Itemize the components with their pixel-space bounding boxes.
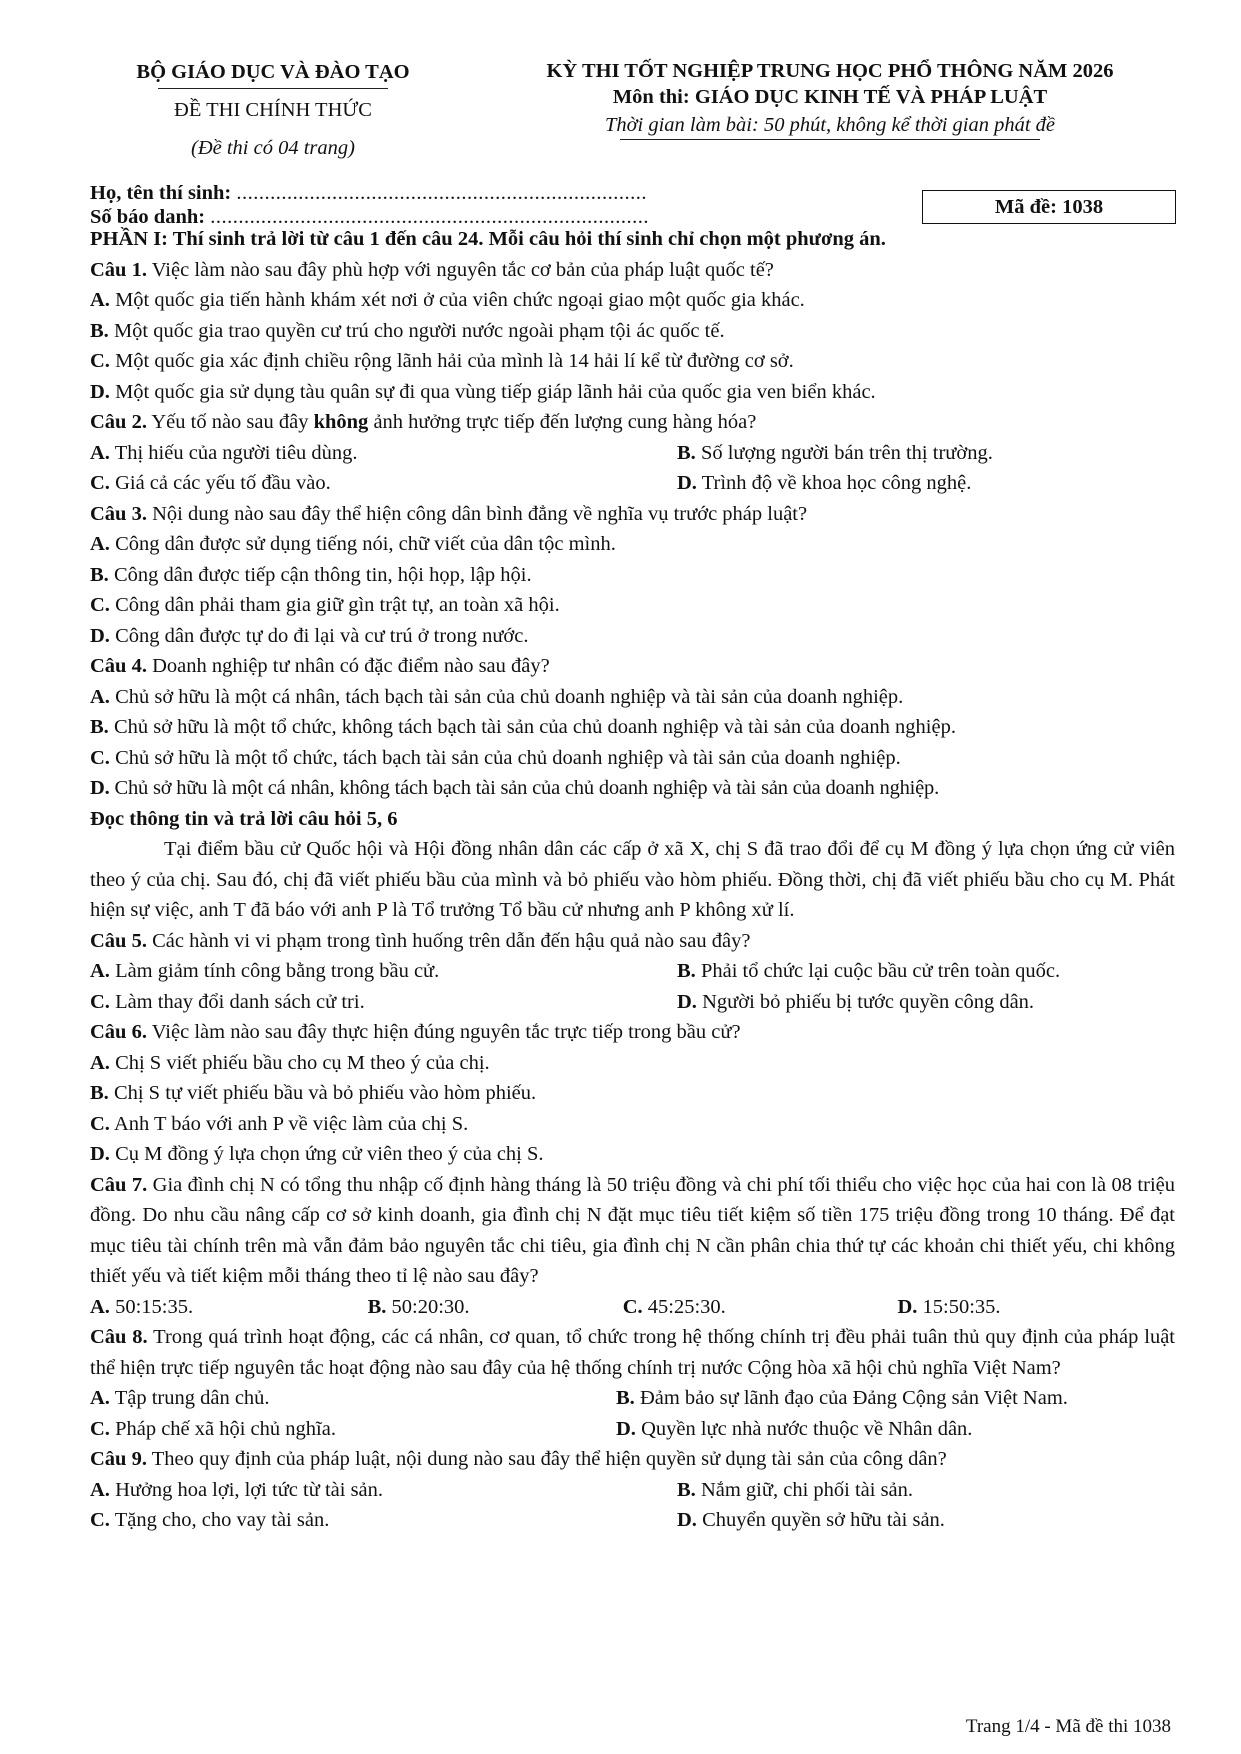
option-text: Nắm giữ, chi phối tài sản. [700,1478,914,1501]
q5-options-row-2 [90,987,1175,1018]
q9-options-row-2 [90,1505,1175,1536]
option-label: A. [90,960,110,982]
q8-option-c [90,1414,616,1445]
option-label: C. [90,1417,110,1440]
official-label: ĐỀ THI CHÍNH THỨC [174,99,372,121]
option-text: Một quốc gia trao quyền cư trú cho người nước ngoài phạm tội ác quốc tế. [113,319,725,342]
option-text: Người bỏ phiếu bị tước quyền công dân. [702,990,1035,1013]
option-text: Công dân được sử dụng tiếng nói, chữ viết của dân tộc mình. [115,533,616,555]
q9-option-a [90,1475,677,1506]
option-label: D. [90,624,110,647]
q2-option-d [677,468,971,499]
question-label: Câu 4. [90,655,147,677]
option-text: Công dân được tự do đi lại và cư trú ở trong nước. [115,624,529,647]
question-text: Nội dung nào sau đây thể hiện công dân bình đẳng về nghĩa vụ trước pháp luật? [152,502,808,525]
info-passage: Tại điểm bầu cử Quốc hội và Hội đồng nhân dân các cấp ở xã X, chị S đã trao đổi để cụ M đồng ý lựa chọn ứng cử viên theo ý của chị. Sau đó, chị đã viết phiếu bầu của mình và bỏ phiếu vào hòm phiếu. Đồng thời, chị đã viết phiếu bầu cho cụ M. Phát hiện sự việc, anh T đã báo với anh P là Tổ trưởng Tổ bầu cử nhưng anh P không xử lí. [90,838,1175,921]
q9-option-c [90,1505,677,1536]
q1-option-b [90,316,1175,347]
option-label: D. [677,1509,697,1531]
question-text-emphasis: không [313,411,369,433]
option-label: C. [90,350,110,372]
question-text: Theo quy định của pháp luật, nội dung nào sau đây thể hiện quyền sử dụng tài sản của công dân? [151,1448,947,1470]
q1-option-c [90,346,1175,377]
option-text: Tặng cho, cho vay tài sản. [114,1509,330,1531]
q1-option-a [90,285,1175,316]
question-text: Doanh nghiệp tư nhân có đặc điểm nào sau đây? [152,655,550,677]
option-label: B. [677,441,696,464]
q1-option-d [90,377,1175,408]
option-label: A. [90,1295,110,1318]
option-label: B. [90,563,109,586]
q3-option-a [90,529,1175,560]
q3-option-c [90,590,1175,621]
option-label: B. [677,1478,696,1501]
question-text: Việc làm nào sau đây thực hiện đúng nguyên tắc trực tiếp trong bầu cử? [151,1021,741,1043]
question-8 [90,1322,1175,1383]
q2-option-a [90,438,677,469]
option-text: Chủ sở hữu là một tổ chức, không tách bạch tài sản của chủ doanh nghiệp và tài sản của doanh nghiệp. [113,716,956,738]
option-text: Số lượng người bán trên thị trường. [700,441,993,464]
q3-option-d [90,621,1175,652]
question-text: Việc làm nào sau đây phù hợp với nguyên tắc cơ bản của pháp luật quốc tế? [151,258,774,281]
question-label: Câu 9. [90,1448,147,1470]
q6-option-b [90,1078,1175,1109]
option-label: A. [90,685,110,708]
option-label: D. [677,472,697,494]
option-text: Cụ M đồng ý lựa chọn ứng cử viên theo ý của chị S. [115,1143,544,1165]
q6-option-a [90,1048,1175,1079]
q4-option-b [90,712,1175,743]
option-text: Đảm bảo sự lãnh đạo của Đảng Cộng sản Việt Nam. [639,1387,1068,1409]
option-label: C. [90,990,110,1013]
option-text: Chị S viết phiếu bầu cho cụ M theo ý của chị. [115,1051,490,1074]
question-1 [90,255,1175,286]
question-label: Câu 2. [90,411,147,433]
question-label: Câu 1. [90,258,147,281]
option-text: Phải tổ chức lại cuộc bầu cử trên toàn quốc. [700,960,1061,982]
q7-options-row [90,1292,1175,1323]
q8-options-row-1 [90,1383,1175,1414]
q8-option-a [90,1383,616,1414]
option-label: C. [90,472,110,494]
option-label: C. [90,594,110,616]
question-6 [90,1017,1175,1048]
option-text: Công dân được tiếp cận thông tin, hội họp, lập hội. [113,563,532,586]
candidate-name-dots: ......................................................................... [236,182,647,204]
option-label: A. [90,289,110,311]
option-text: Công dân phải tham gia giữ gìn trật tự, an toàn xã hội. [115,594,560,616]
page-footer: Trang 1/4 - Mã đề thi 1038 [965,1716,1171,1737]
option-text: Thị hiếu của người tiêu dùng. [114,441,358,464]
question-4 [90,651,1175,682]
option-text: Một quốc gia xác định chiều rộng lãnh hải của mình là 14 hải lí kể từ đường cơ sở. [115,350,794,372]
q5-option-a [90,956,677,987]
exam-content [90,224,1175,1536]
q2-options-row-1 [90,438,1175,469]
option-label: C. [622,1295,643,1318]
question-text: Gia đình chị N có tổng thu nhập cố định hàng tháng là 50 triệu đồng và chi phí tối thiểu cho việc học của hai con là 08 triệu đồng. Do nhu cầu nâng cấp cơ sở kinh doanh, gia đình chị N đặt mục tiêu tiết kiệm số tiền 175 triệu đồng trong 10 tháng. Để đạt mục tiêu tài chính trên mà vẫn đảm bảo nguyên tắc chi tiêu, gia đình chị N cần phân chia thứ tự các khoản chi thiết yếu, chi không thiết yếu và tiết kiệm mỗi tháng theo tỉ lệ nào sau đây? [90,1173,1175,1287]
option-label: B. [90,716,109,738]
ministry-name: BỘ GIÁO DỤC VÀ ĐÀO TẠO [136,61,410,83]
question-9 [90,1444,1175,1475]
option-label: A. [90,1478,110,1501]
option-label: A. [90,1051,110,1074]
candidate-name-label: Họ, tên thí sinh: [90,182,232,204]
option-label: D. [90,777,110,799]
part1-heading: PHẦN I: Thí sinh trả lời từ câu 1 đến câu 24. Mỗi câu hỏi thí sinh chỉ chọn một phương án. [90,228,886,250]
option-text: Chuyển quyền sở hữu tài sản. [702,1509,945,1531]
question-text-pre: Yếu tố nào sau đây [151,411,309,433]
option-label: B. [90,319,109,342]
option-label: B. [367,1295,387,1318]
question-text-post: ảnh hưởng trực tiếp đến lượng cung hàng hóa? [373,411,757,433]
exam-duration: Thời gian làm bài: 50 phút, không kể thời gian phát đề [604,114,1056,136]
ministry-underline [158,88,388,89]
option-text: 50:15:35. [115,1295,194,1318]
option-text: 15:50:35. [922,1295,1001,1318]
option-text: Một quốc gia sử dụng tàu quân sự đi qua vùng tiếp giáp lãnh hải của quốc gia ven biển khác. [115,380,876,403]
candidate-id-dots: .............................................................................. [210,206,649,228]
q4-option-c [90,743,1175,774]
question-text: Trong quá trình hoạt động, các cá nhân, cơ quan, tổ chức trong hệ thống chính trị đều phải tuân thủ quy định của pháp luật thể hiện trực tiếp nguyên tắc hoạt động nào sau đây của hệ thống chính trị nước Cộng hòa xã hội chủ nghĩa Việt Nam? [90,1326,1175,1379]
option-label: B. [677,960,696,982]
option-text: Làm thay đổi danh sách cử tri. [115,990,365,1013]
q9-options-row-1 [90,1475,1175,1506]
option-text: Anh T báo với anh P về việc làm của chị S. [113,1112,469,1135]
exam-subject: Môn thi: GIÁO DỤC KINH TẾ VÀ PHÁP LUẬT [612,86,1048,108]
exam-title: KỲ THI TỐT NGHIỆP TRUNG HỌC PHỔ THÔNG NĂM 2026 [546,60,1114,82]
option-label: D. [677,990,697,1013]
option-label: B. [90,1082,109,1104]
option-label: C. [90,746,110,769]
q6-option-d [90,1139,1175,1170]
q4-option-d [90,773,1175,804]
header-left [112,58,434,163]
question-label: Câu 7. [90,1173,148,1196]
option-text: Pháp chế xã hội chủ nghĩa. [115,1417,336,1440]
option-text: Quyền lực nhà nước thuộc về Nhân dân. [641,1417,973,1440]
q9-option-b [677,1475,913,1506]
option-text: Chủ sở hữu là một cá nhân, tách bạch tài sản của chủ doanh nghiệp và tài sản của doanh nghiệp. [115,685,904,708]
option-label: C. [90,1112,110,1135]
q5-option-b [677,956,1060,987]
question-3 [90,499,1175,530]
q7-option-d [897,1292,1175,1323]
option-label: D. [90,380,110,403]
q8-option-b [616,1383,1068,1414]
q8-options-row-2 [90,1414,1175,1445]
q5-option-c [90,987,677,1018]
option-text: 45:25:30. [647,1295,726,1318]
option-text: Chị S tự viết phiếu bầu và bỏ phiếu vào hòm phiếu. [113,1082,537,1104]
question-7 [90,1170,1175,1292]
question-5 [90,926,1175,957]
question-label: Câu 3. [90,502,147,525]
q4-option-a [90,682,1175,713]
q6-option-c [90,1109,1175,1140]
option-text: Một quốc gia tiến hành khám xét nơi ở của viên chức ngoại giao một quốc gia khác. [115,289,805,311]
header-right [480,58,1180,140]
option-text: Giá cả các yếu tố đầu vào. [115,472,331,494]
q5-options-row-1 [90,956,1175,987]
question-label: Câu 6. [90,1021,147,1043]
option-label: D. [616,1417,636,1440]
option-text: Làm giảm tính công bằng trong bầu cử. [115,960,440,982]
candidate-name-row [90,180,647,206]
question-label: Câu 8. [90,1326,148,1348]
q5-option-d [677,987,1034,1018]
q7-option-a [90,1292,368,1323]
option-label: D. [90,1143,110,1165]
option-label: C. [90,1509,110,1531]
q8-option-d [616,1414,972,1445]
q2-options-row-2 [90,468,1175,499]
q3-option-b [90,560,1175,591]
q2-option-b [677,438,993,469]
exam-code-box: Mã đề: 1038 [922,190,1176,224]
option-text: Chủ sở hữu là một cá nhân, không tách bạch tài sản của chủ doanh nghiệp và tài sản của doanh nghiệp. [114,777,940,799]
option-text: Tập trung dân chủ. [114,1387,270,1409]
pages-note: (Đề thi có 04 trang) [191,137,355,159]
option-text: Trình độ về khoa học công nghệ. [701,472,972,494]
question-text: Các hành vi vi phạm trong tình huống trên dẫn đến hậu quả nào sau đây? [152,929,751,952]
question-label: Câu 5. [90,929,147,952]
option-label: A. [90,1387,110,1409]
info-heading: Đọc thông tin và trả lời câu hỏi 5, 6 [90,807,398,830]
option-label: D. [897,1295,918,1318]
q2-option-c [90,468,677,499]
candidate-id-label: Số báo danh: [90,206,206,228]
q7-option-c [623,1292,898,1323]
option-text: Chủ sở hữu là một tổ chức, tách bạch tài sản của chủ doanh nghiệp và tài sản của doanh nghiệp. [115,746,901,769]
q7-option-b [368,1292,623,1323]
option-text: Hưởng hoa lợi, lợi tức từ tài sản. [115,1478,384,1501]
q9-option-d [677,1505,945,1536]
option-text: 50:20:30. [391,1295,470,1318]
option-label: A. [90,441,110,464]
question-2 [90,407,1175,438]
option-label: B. [616,1387,635,1409]
option-label: A. [90,533,110,555]
